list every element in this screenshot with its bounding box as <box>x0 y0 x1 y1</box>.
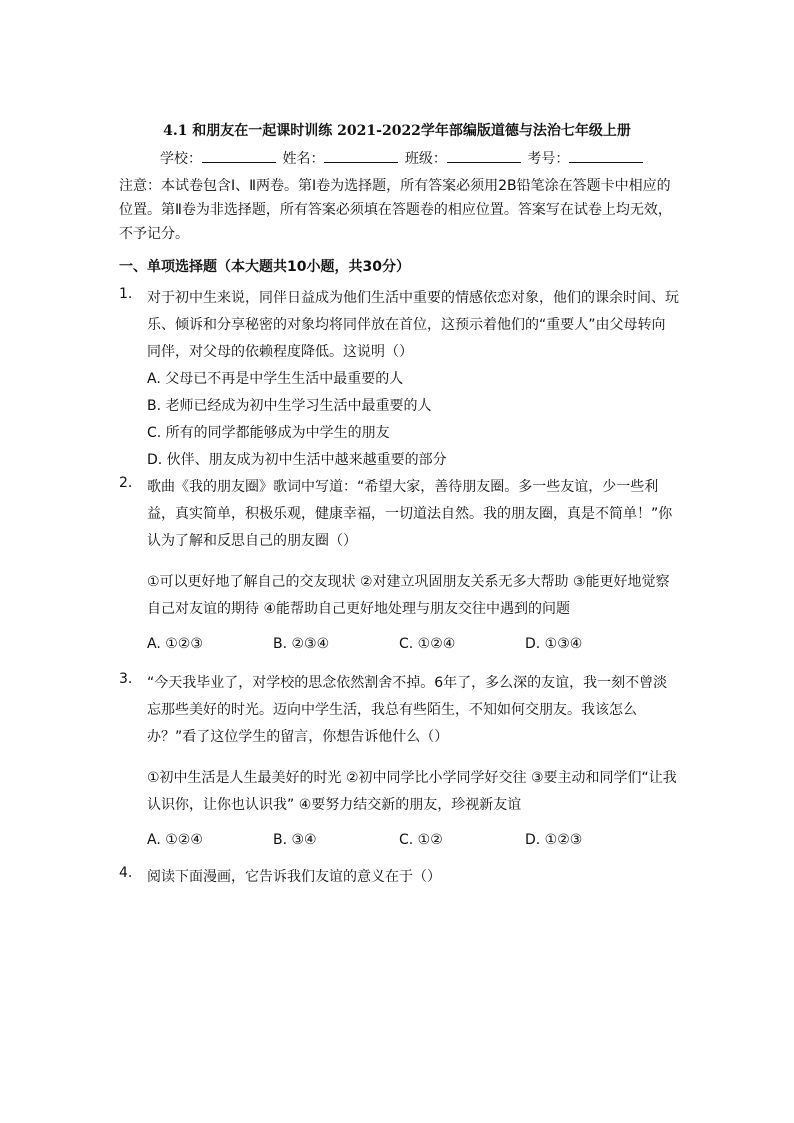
statement-list: ①初中生活是人生最美好的时光 ②初中同学比小学同学好交往 ③要主动和同学们“让我认识你，让你也认识我” ④要努力结交新的朋友，珍视新友谊 <box>147 770 677 813</box>
option-d[interactable]: D. ①③④ <box>525 636 583 652</box>
option-row <box>147 631 679 658</box>
question-stem: “今天我毕业了，对学校的思念依然割舍不掉。6年了，多么深的友谊，我一刻不曾淡忘那些美好的时光。迈向中学生活，我总有些陌生，不知如何交朋友。我该怎么办？”看了这位学生的留言，你想告诉他什么（） <box>147 675 668 745</box>
option-b[interactable]: B. 老师已经成为初中生学习生活中最重要的人 <box>147 398 432 414</box>
id-label: 考号： <box>527 151 570 167</box>
student-info-line <box>160 148 645 168</box>
option-c[interactable]: C. ①②④ <box>399 636 456 652</box>
exam-notice: 注意：本试卷包含Ⅰ、Ⅱ两卷。第Ⅰ卷为选择题，所有答案必须用2B铅笔涂在答题卡中相应的位置。第Ⅱ卷为非选择题，所有答案必须填在答题卷的相应位置。答案写在试卷上均无效，不予记分。 <box>119 178 672 242</box>
question-3 <box>119 670 679 854</box>
option-a[interactable]: A. ①②③ <box>147 636 203 652</box>
school-label: 学校： <box>160 151 202 167</box>
page-title: 4.1 和朋友在一起课时训练 2021-2022学年部编版道德与法治七年级上册 <box>163 123 631 139</box>
option-row <box>147 827 679 854</box>
question-stem: 歌曲《我的朋友圈》歌词中写道：“希望大家，善待朋友圈。多一些友谊，少一些利益，真实简单，积极乐观，健康幸福，一切道法自然。我的朋友圈，真是不简单！”你认为了解和反思自己的朋友圈（） <box>147 479 673 549</box>
class-blank[interactable] <box>447 148 521 163</box>
section-heading: 一、单项选择题（本大题共10小题，共30分） <box>119 259 410 275</box>
school-blank[interactable] <box>202 148 276 163</box>
option-a[interactable]: A. 父母已不再是中学生生活中最重要的人 <box>147 371 404 387</box>
question-number: 1. <box>119 286 133 302</box>
class-label: 班级： <box>404 151 447 167</box>
question-1 <box>119 285 679 474</box>
option-b[interactable]: B. ②③④ <box>273 636 330 652</box>
statement-list: ①可以更好地了解自己的交友现状 ②对建立巩固朋友关系无多大帮助 ③能更好地觉察自己对友谊的期待 ④能帮助自己更好地处理与朋友交往中遇到的问题 <box>147 574 670 617</box>
question-4 <box>119 864 679 891</box>
question-number: 2. <box>119 475 133 491</box>
option-b[interactable]: B. ③④ <box>273 832 317 848</box>
option-a[interactable]: A. ①②④ <box>147 832 203 848</box>
option-c[interactable]: C. 所有的同学都能够成为中学生的朋友 <box>147 425 390 441</box>
option-d[interactable]: D. ①②③ <box>525 832 583 848</box>
id-blank[interactable] <box>569 148 643 163</box>
question-stem: 阅读下面漫画，它告诉我们友谊的意义在于（） <box>147 869 441 885</box>
name-blank[interactable] <box>324 148 398 163</box>
question-2 <box>119 474 679 658</box>
option-d[interactable]: D. 伙伴、朋友成为初中生活中越来越重要的部分 <box>147 452 447 468</box>
question-stem: 对于初中生来说，同伴日益成为他们生活中重要的情感依恋对象，他们的课余时间、玩乐、倾诉和分享秘密的对象均将同伴放在首位，这预示着他们的“重要人”由父母转向同伴，对父母的依赖程度降低。这说明（） <box>147 290 679 360</box>
option-c[interactable]: C. ①② <box>399 832 443 848</box>
name-label: 姓名： <box>282 151 325 167</box>
question-number: 3. <box>119 671 133 687</box>
question-number: 4. <box>119 865 133 881</box>
